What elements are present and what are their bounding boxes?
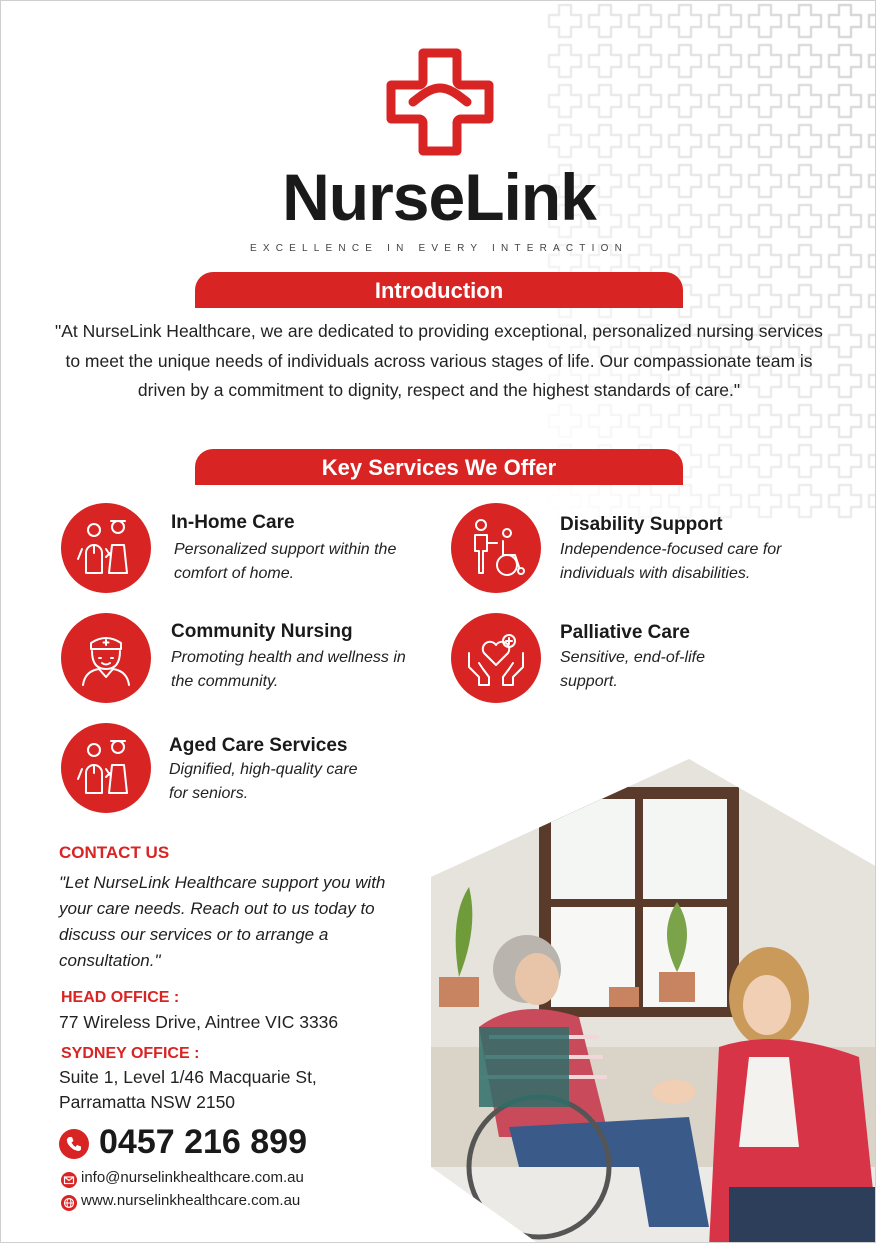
hands-heart-icon: [451, 613, 541, 703]
email-link[interactable]: info@nurselinkhealthcare.com.au: [81, 1169, 304, 1186]
brand-name: NurseLink: [282, 160, 596, 234]
service-desc-disability-support: Independence-focused care for individuals with disabilities.: [560, 541, 782, 582]
elderly-couple-icon: [61, 503, 151, 593]
brand-tagline: EXCELLENCE IN EVERY INTERACTION: [250, 243, 628, 254]
website-link[interactable]: www.nurselinkhealthcare.com.au: [81, 1192, 301, 1209]
elderly-couple-icon: [61, 723, 151, 813]
service-desc-in-home-care: Personalized support within the comfort of home.: [174, 541, 397, 582]
head-office-label: HEAD OFFICE :: [61, 989, 180, 1006]
service-desc-community-nursing: Promoting health and wellness in the community.: [171, 649, 406, 690]
service-title-in-home-care: In-Home Care: [171, 512, 295, 533]
service-desc-aged-care-services: Dignified, high-quality care for seniors.: [169, 761, 358, 802]
service-title-disability-support: Disability Support: [560, 514, 723, 535]
service-title-palliative-care: Palliative Care: [560, 622, 690, 643]
caregiver-photo: [419, 747, 876, 1243]
globe-icon: [61, 1195, 77, 1211]
cross-logo-icon: [385, 47, 495, 157]
nurse-icon: [61, 613, 151, 703]
sydney-office-label: SYDNEY OFFICE :: [61, 1045, 200, 1062]
service-desc-palliative-care: Sensitive, end-of-life support.: [560, 649, 705, 690]
background-pattern: [545, 1, 875, 521]
email-icon: [61, 1172, 77, 1188]
wheelchair-caregiver-icon: [451, 503, 541, 593]
intro-text: "At NurseLink Healthcare, we are dedicated to providing exceptional, personalized nursing services to meet the unique needs of individuals across various stages of life. Our compassionate team is driven by a commitment to dignity, respect and the highest standards of care.": [55, 321, 823, 400]
phone-number[interactable]: 0457 216 899: [99, 1123, 307, 1161]
intro-heading: Introduction: [195, 272, 683, 308]
service-title-community-nursing: Community Nursing: [171, 621, 353, 642]
service-title-aged-care-services: Aged Care Services: [169, 735, 348, 756]
head-office-address: 77 Wireless Drive, Aintree VIC 3336: [59, 1012, 339, 1032]
phone-icon: [59, 1129, 89, 1159]
sydney-office-address-line1: Suite 1, Level 1/46 Macquarie St,: [59, 1067, 317, 1087]
contact-heading: CONTACT US: [59, 843, 170, 862]
services-heading: Key Services We Offer: [195, 449, 683, 485]
sydney-office-address-line2: Parramatta NSW 2150: [59, 1092, 236, 1112]
contact-quote: "Let NurseLink Healthcare support you with your care needs. Reach out to us today to discuss our services or to arrange a consultation.": [59, 873, 386, 970]
